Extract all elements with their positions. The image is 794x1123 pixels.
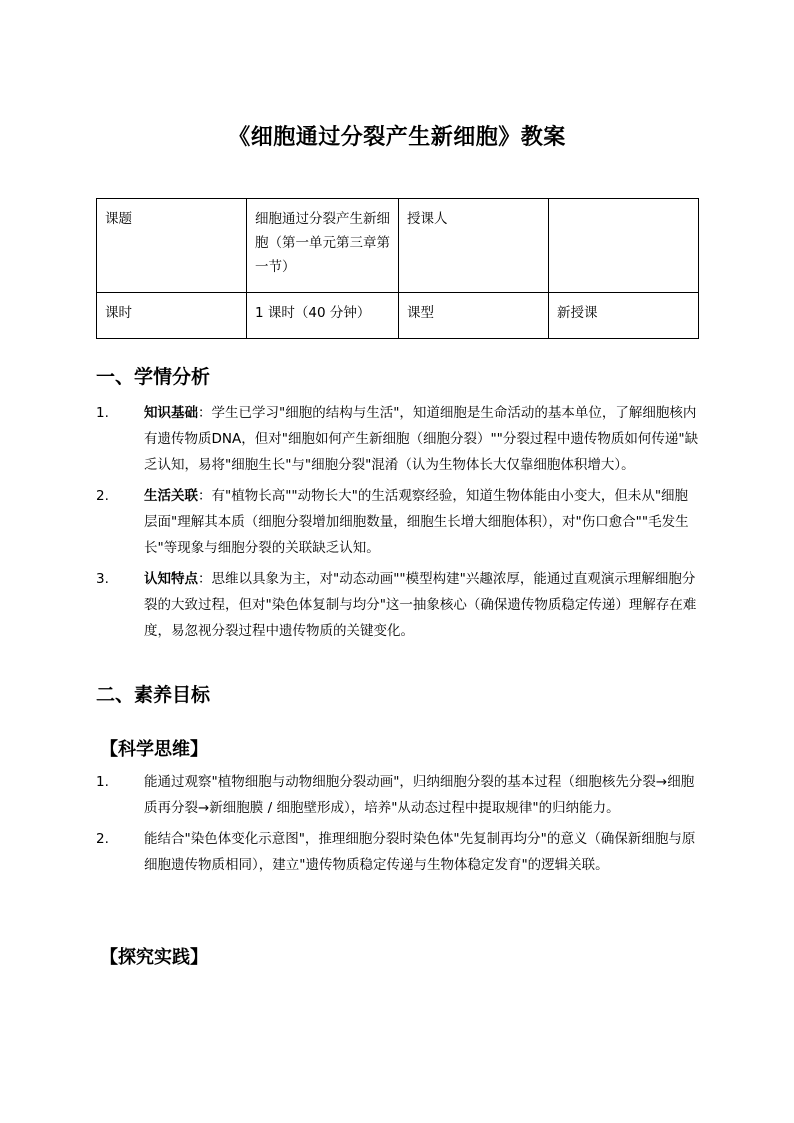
section-heading-competency-goals: 二、素养目标 xyxy=(96,684,211,706)
list-item-text: ：思维以具象为主，对"动态动画""模型构建"兴趣浓厚，能通过直观演示理解细胞分裂的大致过程，但对"染色体复制与均分"这一抽象核心（确保遗传物质稳定传递）理解存在难度，易忽视分裂过程中遗传物质的关键变化。 xyxy=(144,571,697,639)
learner-analysis-list xyxy=(96,400,700,649)
lesson-info-table xyxy=(96,198,699,339)
list-item xyxy=(96,769,700,821)
table-cell-hours-value: 1 课时（40 分钟） xyxy=(247,293,399,339)
list-item-key: 知识基础 xyxy=(144,405,198,421)
list-item xyxy=(96,826,700,878)
list-item-text: ：学生已学习"细胞的结构与生活"，知道细胞是生命活动的基本单位，了解细胞核内有遗传物质DNA，但对"细胞如何产生新细胞（细胞分裂）""分裂过程中遗传物质如何传递"缺乏认知，易将"细胞生长"与"细胞分裂"混淆（认为生物体长大仅靠细胞体积增大）。 xyxy=(144,405,699,473)
list-item-text: 能结合"染色体变化示意图"，推理细胞分裂时染色体"先复制再均分"的意义（确保新细胞与原细胞遗传物质相同），建立"遗传物质稳定传递与生物体稳定发育"的逻辑关联。 xyxy=(144,831,696,873)
document-title: 《细胞通过分裂产生新细胞》教案 xyxy=(228,125,566,150)
list-number: 1. xyxy=(96,405,109,421)
table-cell-hours-label: 课时 xyxy=(97,293,247,339)
list-item xyxy=(96,400,700,478)
list-item xyxy=(96,566,700,644)
table-cell-teacher-value xyxy=(549,199,699,293)
subheading-inquiry-practice: 【探究实践】 xyxy=(100,947,208,968)
table-row xyxy=(97,199,699,293)
list-item-text: ：有"植物长高""动物长大"的生活观察经验，知道生物体能由小变大，但未从"细胞层面"理解其本质（细胞分裂增加细胞数量，细胞生长增大细胞体积），对"伤口愈合""毛发生长"等现象与细胞分裂的关联缺乏认知。 xyxy=(144,488,689,556)
list-number: 3. xyxy=(96,571,109,587)
list-item-text: 能通过观察"植物细胞与动物细胞分裂动画"，归纳细胞分裂的基本过程（细胞核先分裂→细胞质再分裂→新细胞膜 / 细胞壁形成），培养"从动态过程中提取规律"的归纳能力。 xyxy=(144,774,695,816)
list-number: 2. xyxy=(96,488,109,504)
list-number: 1. xyxy=(96,774,109,790)
list-item-key: 认知特点 xyxy=(144,571,198,587)
list-item-key: 生活关联 xyxy=(144,488,198,504)
table-cell-teacher-label: 授课人 xyxy=(399,199,549,293)
table-cell-topic-label: 课题 xyxy=(97,199,247,293)
table-row xyxy=(97,293,699,339)
table-cell-topic-value: 细胞通过分裂产生新细胞（第一单元第三章第一节） xyxy=(247,199,399,293)
list-number: 2. xyxy=(96,831,109,847)
table-cell-type-value: 新授课 xyxy=(549,293,699,339)
section-heading-learner-analysis: 一、学情分析 xyxy=(96,366,211,388)
scientific-thinking-list xyxy=(96,769,700,883)
list-item xyxy=(96,483,700,561)
table-cell-type-label: 课型 xyxy=(399,293,549,339)
subheading-scientific-thinking: 【科学思维】 xyxy=(100,739,208,760)
